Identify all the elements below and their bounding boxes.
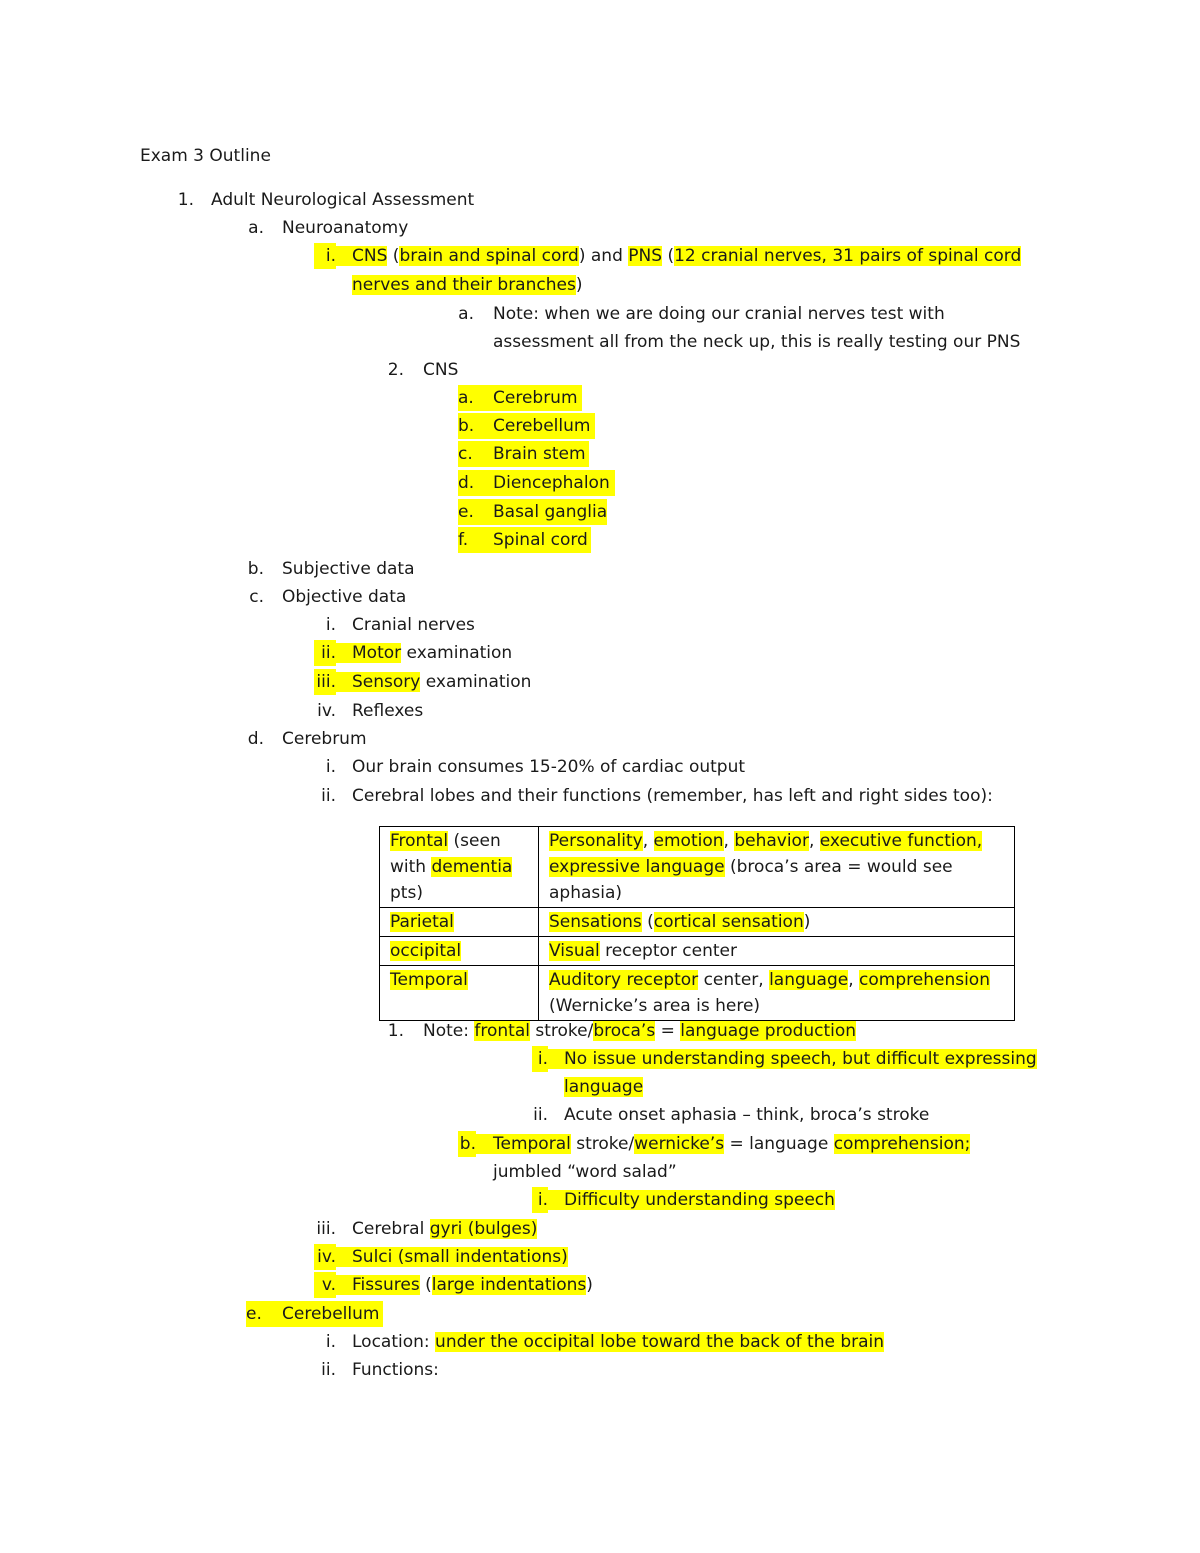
list-marker: 2. (387, 360, 404, 380)
list-item: Reflexes (352, 701, 424, 721)
list-item: Functions: (352, 1360, 439, 1380)
list-marker: iv. (314, 1244, 336, 1270)
list-item: Objective data (282, 587, 407, 607)
note-frontal-stroke: Note: frontal stroke/broca’s = language production (423, 1021, 857, 1041)
list-marker: b. (247, 559, 264, 579)
table-cell: Temporal (380, 966, 539, 1021)
list-item-cerebellum-heading: e. Cerebellum (246, 1301, 383, 1327)
table-cell: Auditory receptor center, language, comprehension (Wernicke’s area is here) (539, 966, 1015, 1021)
list-marker: i. (325, 1332, 336, 1352)
list-marker: ii. (533, 1105, 548, 1125)
list-item-diencephalon: d. Diencephalon (458, 470, 615, 496)
list-item-brain-stem: c. Brain stem (458, 441, 589, 467)
list-item: Difficulty understanding speech (548, 1187, 835, 1213)
list-item-spinal-cord: f. Spinal cord (458, 527, 591, 553)
table-cell: Personality, emotion, behavior, executive function, expressive language (broca’s area = would see aphasia) (539, 827, 1015, 908)
list-marker: i. (314, 243, 336, 269)
list-marker: v. (314, 1272, 336, 1298)
list-item-basal-ganglia: e. Basal ganglia (458, 499, 607, 525)
list-marker: iii. (314, 669, 336, 695)
list-item: Cranial nerves (352, 615, 475, 635)
table-cell: occipital (380, 937, 539, 966)
list-marker: d. (247, 729, 264, 749)
list-item-cerebellum: b. Cerebellum (458, 413, 595, 439)
list-marker: iii. (316, 1219, 336, 1239)
table-row (380, 937, 1015, 966)
list-item: Sensory examination (336, 669, 531, 695)
list-marker: i. (532, 1187, 548, 1213)
list-marker: a. (458, 304, 474, 324)
table-row (380, 827, 1015, 908)
list-item: Cerebrum (282, 729, 367, 749)
list-marker: b. (458, 1131, 476, 1157)
list-item-continuation: nerves and their branches) (352, 275, 583, 295)
list-marker: ii. (321, 1360, 336, 1380)
list-marker: 1. (387, 1021, 404, 1041)
list-marker: i. (532, 1046, 548, 1072)
section-heading: Adult Neurological Assessment (211, 190, 475, 210)
list-item-continuation: jumbled “word salad” (493, 1162, 677, 1182)
table-cell: Sensations (cortical sensation) (539, 908, 1015, 937)
list-item-cns-pns: CNS (brain and spinal cord) and PNS (12 cranial nerves, 31 pairs of spinal cord (336, 243, 1021, 269)
list-item: Subjective data (282, 559, 415, 579)
note-text: assessment all from the neck up, this is really testing our PNS (493, 332, 1021, 352)
list-item: Acute onset aphasia – think, broca’s stroke (564, 1105, 930, 1125)
list-item: No issue understanding speech, but difficult expressing (548, 1046, 1037, 1072)
note-text: Note: when we are doing our cranial nerves test with (493, 304, 945, 324)
list-item: Cerebral gyri (bulges) (352, 1219, 538, 1239)
list-item-continuation: language (564, 1077, 644, 1097)
list-item: CNS (423, 360, 459, 380)
table-row (380, 966, 1015, 1021)
list-marker: i. (325, 615, 336, 635)
list-item: Neuroanatomy (282, 218, 409, 238)
list-item: Our brain consumes 15-20% of cardiac output (352, 757, 746, 777)
list-item: Cerebral lobes and their functions (remember, has left and right sides too): (352, 786, 993, 806)
table-cell: Parietal (380, 908, 539, 937)
list-item: Motor examination (336, 640, 512, 666)
list-marker: i. (325, 757, 336, 777)
list-marker: iv. (317, 701, 336, 721)
list-item: Fissures (large indentations) (336, 1272, 593, 1298)
table-row (380, 908, 1015, 937)
table-cell: Visual receptor center (539, 937, 1015, 966)
table-cell: Frontal (seen with dementia pts) (380, 827, 539, 908)
list-item: Sulci (small indentations) (336, 1244, 568, 1270)
list-item-cerebrum: a. Cerebrum (458, 385, 582, 411)
list-marker: c. (249, 587, 264, 607)
list-marker: 1. (177, 190, 194, 210)
list-marker: ii. (314, 640, 336, 666)
list-marker: a. (248, 218, 264, 238)
list-marker: ii. (321, 786, 336, 806)
list-item: Location: under the occipital lobe toward the back of the brain (352, 1332, 885, 1352)
cerebral-lobes-table (379, 826, 1015, 1021)
doc-title: Exam 3 Outline (140, 146, 271, 166)
note-temporal-stroke: Temporal stroke/wernicke’s = language comprehension; (476, 1131, 970, 1157)
